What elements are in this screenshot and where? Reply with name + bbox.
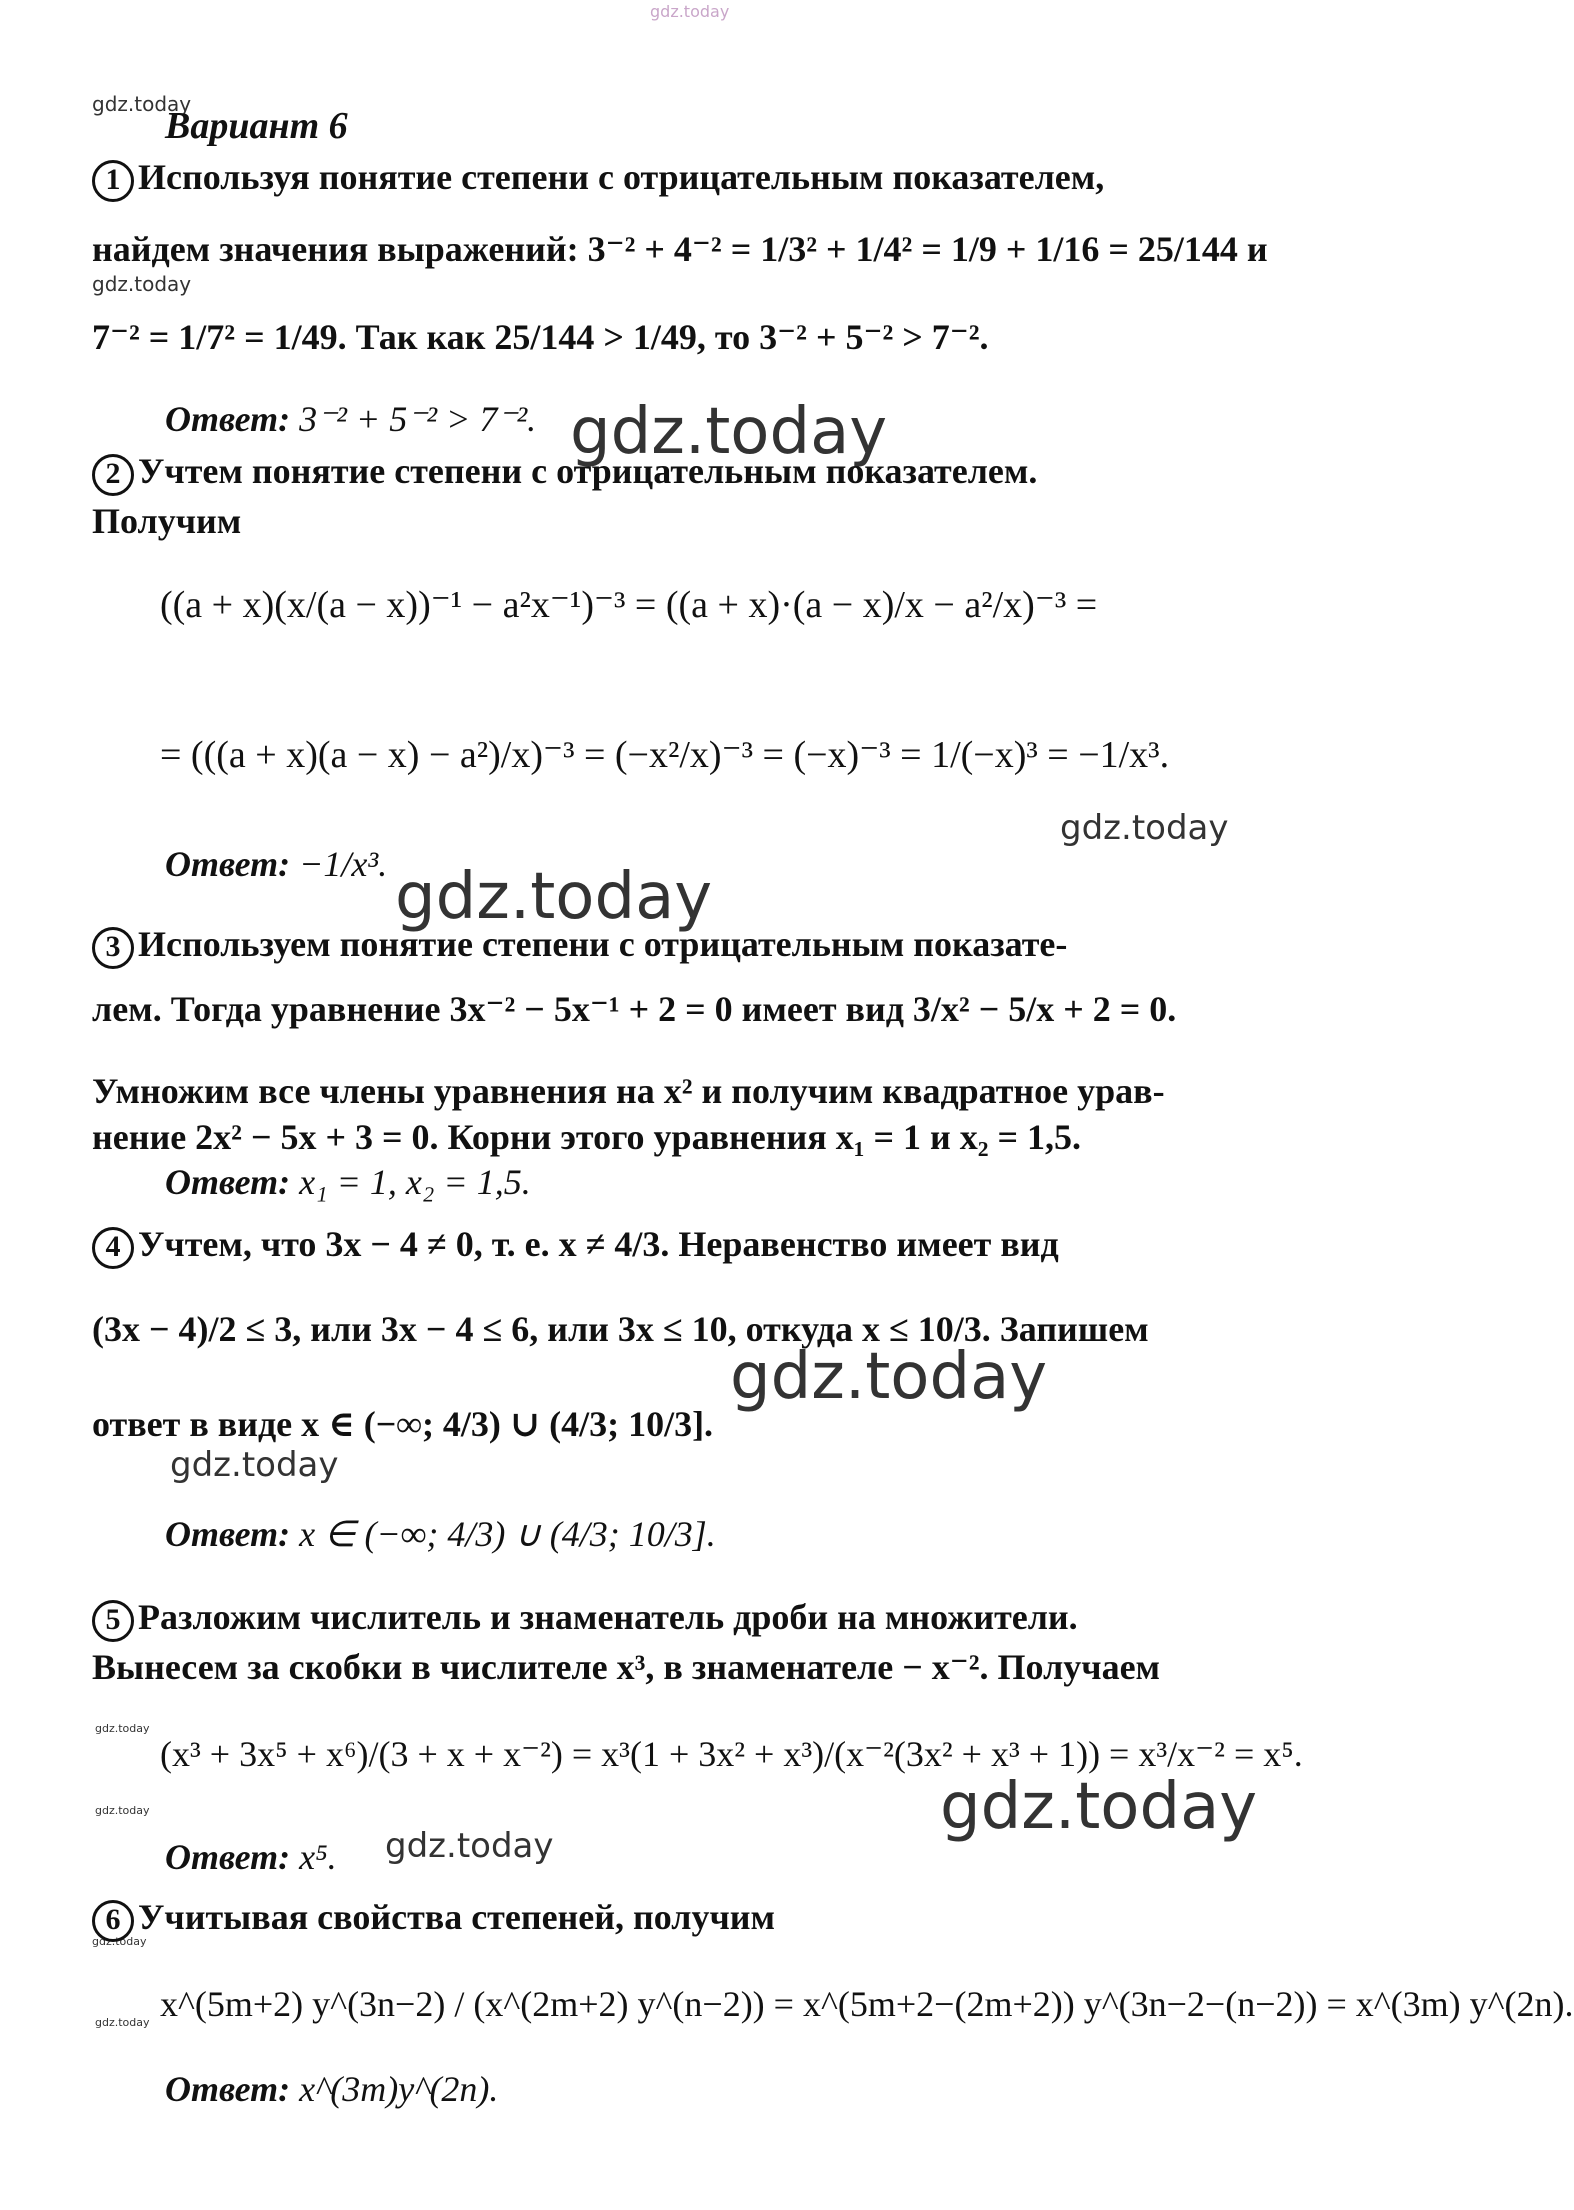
watermark: gdz.today	[730, 1340, 1048, 1414]
task-1-line-3: 7⁻² = 1/7² = 1/49. Так как 25/144 > 1/49, то 3⁻² + 5⁻² > 7⁻².	[92, 317, 989, 357]
task-number: 1	[92, 160, 134, 202]
task-5-line-1: 5 Разложим числитель и знаменатель дроби на множители.	[92, 1598, 1078, 1642]
watermark: gdz.today	[395, 860, 713, 934]
task-3-line-3: Умножим все члены уравнения на x² и получим квадратное урав-	[92, 1071, 1165, 1111]
task-5-answer: Ответ: x⁵.	[165, 1837, 337, 1877]
task-number: 6	[92, 1900, 134, 1942]
watermark: gdz.today	[92, 1935, 147, 1948]
task-number: 5	[92, 1600, 134, 1642]
task-3-line-2: лем. Тогда уравнение 3x⁻² − 5x⁻¹ + 2 = 0 имеет вид 3/x² − 5/x + 2 = 0.	[92, 989, 1177, 1029]
task-3-line-4: нение 2x² − 5x + 3 = 0. Корни этого уравнения x₁ = 1 и x₂ = 1,5.	[92, 1117, 1082, 1157]
task-number: 4	[92, 1227, 134, 1269]
watermark: gdz.today	[95, 1804, 150, 1817]
task-3-answer: Ответ: x₁ = 1, x₂ = 1,5.	[165, 1162, 531, 1202]
task-1-answer: Ответ: 3⁻² + 5⁻² > 7⁻².	[165, 399, 537, 439]
task-6-line-1: 6 Учитывая свойства степеней, получим	[92, 1898, 775, 1942]
watermark: gdz.today	[92, 92, 192, 116]
task-2-line-1: 2 Учтем понятие степени с отрицательным показателем.	[92, 452, 1037, 496]
task-5-line-2: Вынесем за скобки в числителе x³, в знаменателе − x⁻². Получаем	[92, 1647, 1161, 1687]
task-4-line-3: ответ в виде x ∈ (−∞; 4/3) ∪ (4/3; 10/3].	[92, 1404, 714, 1444]
task-5-equation: (x³ + 3x⁵ + x⁶)/(3 + x + x⁻²) = x³(1 + 3x² + x³)/(x⁻²(3x² + x³ + 1)) = x³/x⁻² = x⁵.	[160, 1734, 1303, 1774]
watermark: gdz.today	[95, 2016, 150, 2029]
task-number: 2	[92, 454, 134, 496]
watermark: gdz.today	[92, 272, 192, 296]
watermark: gdz.today	[170, 1445, 339, 1485]
watermark: gdz.today	[385, 1826, 554, 1866]
task-4-line-2: (3x − 4)/2 ≤ 3, или 3x − 4 ≤ 6, или 3x ≤ 10, откуда x ≤ 10/3. Запишем	[92, 1309, 1149, 1349]
watermark-top: gdz.today	[650, 2, 730, 21]
task-4-answer: Ответ: x ∈ (−∞; 4/3) ∪ (4/3; 10/3].	[165, 1514, 716, 1554]
task-2-equation-2: = (((a + x)(a − x) − a²)/x)⁻³ = (−x²/x)⁻³ = (−x)⁻³ = 1/(−x)³ = −1/x³.	[160, 734, 1170, 776]
task-4-line-1: 4 Учтем, что 3x − 4 ≠ 0, т. е. x ≠ 4/3. Неравенство имеет вид	[92, 1225, 1059, 1269]
watermark: gdz.today	[95, 1722, 150, 1735]
watermark: gdz.today	[940, 1770, 1258, 1844]
task-1-line-2: найдем значения выражений: 3⁻² + 4⁻² = 1/3² + 1/4² = 1/9 + 1/16 = 25/144 и	[92, 229, 1268, 269]
task-number: 3	[92, 927, 134, 969]
task-2-answer: Ответ: −1/x³.	[165, 844, 388, 884]
task-6-equation: x^(5m+2) y^(3n−2) / (x^(2m+2) y^(n−2)) = x^(5m+2−(2m+2)) y^(3n−2−(n−2)) = x^(3m) y^(2n).	[160, 1984, 1574, 2024]
task-1-line-1: 1 Используя понятие степени с отрицательным показателем,	[92, 158, 1104, 202]
task-6-answer: Ответ: x^(3m)y^(2n).	[165, 2069, 499, 2109]
watermark: gdz.today	[1060, 808, 1229, 848]
page-title: Вариант 6	[165, 105, 348, 147]
watermark: gdz.today	[570, 395, 888, 469]
task-2-equation-1: ((a + x)(x/(a − x))⁻¹ − a²x⁻¹)⁻³ = ((a + x)·(a − x)/x − a²/x)⁻³ =	[160, 584, 1098, 626]
task-3-line-1: 3 Используем понятие степени с отрицательным показате-	[92, 925, 1067, 969]
task-2-line-2: Получим	[92, 501, 242, 541]
